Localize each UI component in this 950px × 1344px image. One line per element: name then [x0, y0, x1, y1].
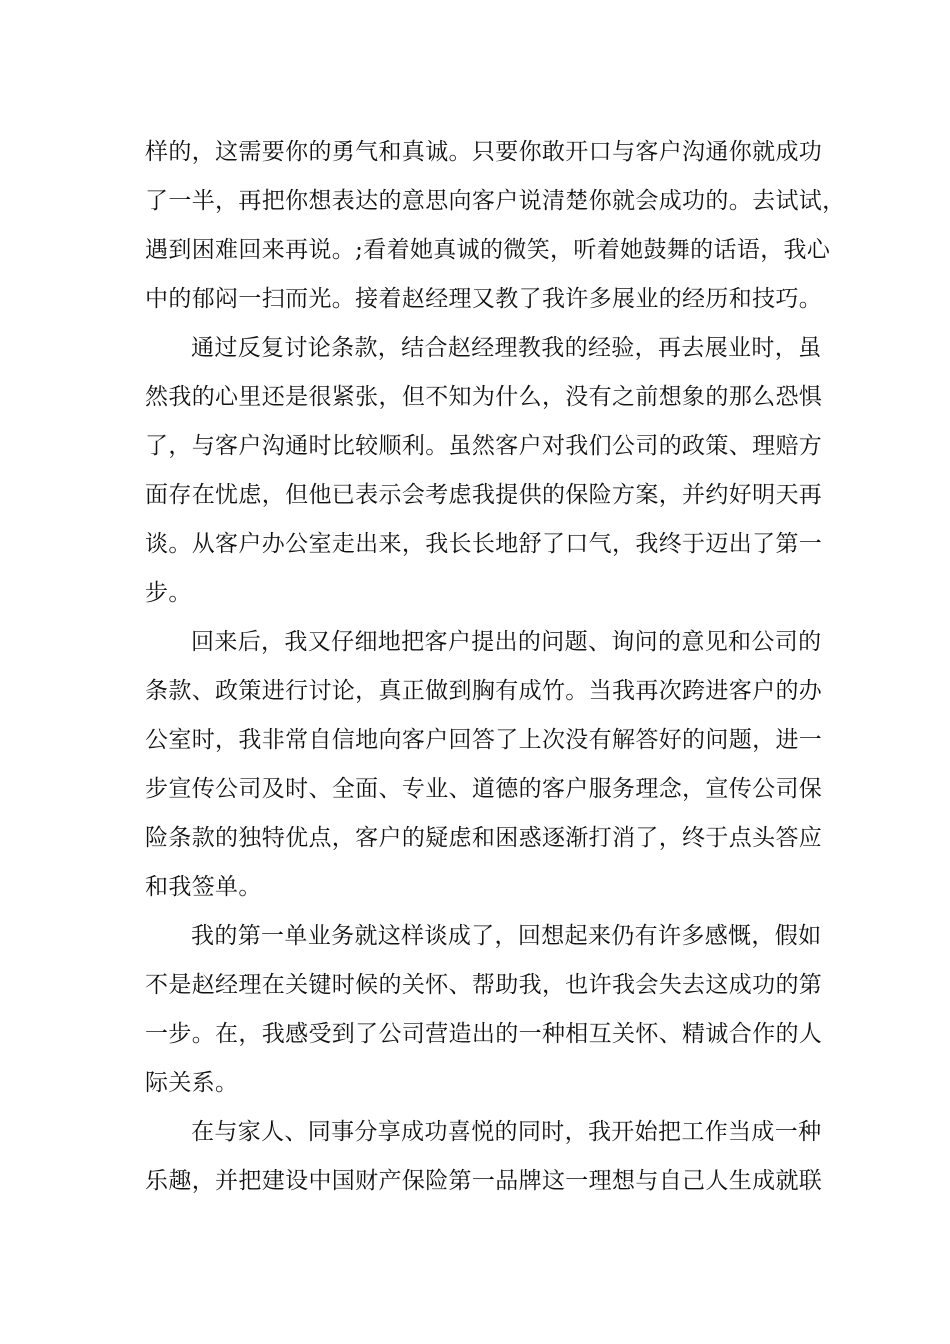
text-line: 步宣传公司及时、全面、专业、道德的客户服务理念，宣传公司保	[145, 776, 823, 802]
paragraph-4	[145, 912, 825, 1108]
paragraph-5	[145, 1108, 825, 1206]
text-line: 样的，这需要你的勇气和真诚。只要你敢开口与客户沟通你就成功	[145, 139, 823, 165]
text-line: 一步。在，我感受到了公司营造出的一种相互关怀、精诚合作的人	[145, 1021, 823, 1047]
paragraph-1	[145, 128, 846, 324]
text-line: 不是赵经理在关键时候的关怀、帮助我，也许我会失去这成功的第	[145, 972, 823, 998]
text-line: 步。	[145, 580, 192, 606]
text-line: 了，与客户沟通时比较顺利。虽然客户对我们公司的政策、理赔方	[145, 433, 823, 459]
text-line: 条款、政策进行讨论，真正做到胸有成竹。当我再次跨进客户的办	[145, 678, 823, 704]
text-line: 遇到困难回来再说。;看着她真诚的微笑，听着她鼓舞的话语，我心	[145, 237, 831, 263]
paragraph-3	[145, 618, 825, 912]
text-line: 我的第一单业务就这样谈成了，回想起来仍有许多感慨，假如	[191, 923, 822, 949]
text-line: 中的郁闷一扫而光。接着赵经理又教了我许多展业的经历和技巧。	[145, 286, 823, 312]
text-line: 公室时，我非常自信地向客户回答了上次没有解答好的问题，进一	[145, 727, 823, 753]
document-body	[145, 128, 846, 1206]
paragraph-2	[145, 324, 825, 618]
text-line: 面存在忧虑，但他已表示会考虑我提供的保险方案，并约好明天再	[145, 482, 823, 508]
text-line: 际关系。	[145, 1070, 239, 1096]
text-line: 回来后，我又仔细地把客户提出的问题、询问的意见和公司的	[191, 629, 822, 655]
text-line: 了一半，再把你想表达的意思向客户说清楚你就会成功的。去试试，	[145, 188, 846, 214]
text-line: 在与家人、同事分享成功喜悦的同时，我开始把工作当成一种	[191, 1119, 822, 1145]
text-line: 通过反复讨论条款，结合赵经理教我的经验，再去展业时，虽	[191, 335, 822, 361]
text-line: 乐趣，并把建设中国财产保险第一品牌这一理想与自己人生成就联	[145, 1168, 823, 1194]
text-line: 谈。从客户办公室走出来，我长长地舒了口气，我终于迈出了第一	[145, 531, 823, 557]
text-line: 然我的心里还是很紧张，但不知为什么，没有之前想象的那么恐惧	[145, 384, 823, 410]
text-line: 和我签单。	[145, 874, 262, 900]
text-line: 险条款的独特优点，客户的疑虑和困惑逐渐打消了，终于点头答应	[145, 825, 823, 851]
